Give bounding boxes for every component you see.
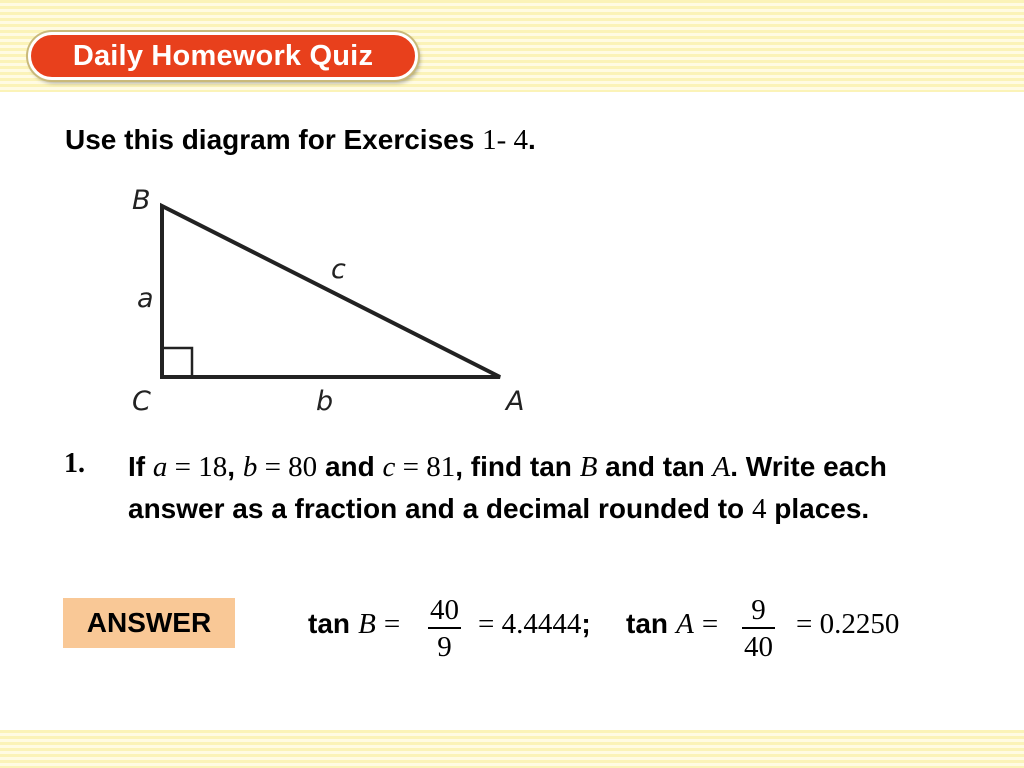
exercise-number: 1.	[64, 448, 85, 479]
intro-text: Use this diagram for Exercises	[65, 124, 475, 155]
decimal-2-expression	[796, 608, 899, 641]
fraction-1-bar	[428, 627, 461, 629]
fraction-2-denominator: 40	[744, 631, 773, 663]
vertex-a-label: A	[506, 386, 525, 417]
answer-label: ANSWER	[86, 607, 212, 638]
tan-b-expression	[308, 608, 400, 641]
side-b-label: b	[316, 386, 334, 417]
semicolon: ;	[581, 608, 591, 639]
places-number: 4	[751, 493, 767, 525]
vertex-c-label: C	[132, 386, 151, 417]
tan-word-1: tan	[308, 608, 350, 639]
vertex-b-label: B	[132, 185, 151, 216]
quiz-title: Daily Homework Quiz	[72, 39, 374, 72]
eq-18: = 18	[167, 451, 228, 483]
comma: ,	[227, 451, 236, 482]
var-b: b	[242, 451, 258, 483]
equals-2: =	[701, 608, 719, 640]
decimal-2: = 0.2250	[796, 608, 900, 640]
var-a: a	[152, 451, 168, 483]
var-c: c	[382, 451, 396, 483]
fraction-2-bar	[742, 627, 775, 629]
right-angle-marker	[162, 348, 192, 377]
decimal-1: = 4.4444	[478, 608, 582, 640]
equals-1: =	[383, 608, 401, 640]
fraction-2-numerator: 9	[751, 594, 766, 626]
fraction-1-denominator: 9	[437, 631, 452, 663]
fraction-1-numerator: 40	[430, 594, 459, 626]
places-text: places.	[766, 493, 870, 524]
triangle-outline	[162, 206, 500, 377]
exercise-text	[128, 446, 988, 530]
eq-80: = 80	[257, 451, 318, 483]
if-word: If	[128, 451, 146, 482]
and-word: and	[317, 451, 383, 482]
fraction-9-40	[742, 594, 775, 663]
write-text: . Write each answer as a fraction and a decimal rounded to	[128, 451, 887, 524]
var-B: B	[579, 451, 598, 483]
side-a-label: a	[137, 283, 154, 314]
tan-a-expression	[626, 608, 718, 641]
var-b-answer: B	[358, 608, 376, 640]
tan-word-2: tan	[626, 608, 668, 639]
and-tan-text: and tan	[597, 451, 713, 482]
var-a-answer: A	[676, 608, 694, 640]
answer-label-box	[63, 598, 235, 648]
eq-81: = 81	[395, 451, 456, 483]
fraction-40-9	[428, 594, 461, 663]
find-tan-text: , find tan	[455, 451, 580, 482]
intro-period: .	[528, 124, 536, 155]
side-c-label: c	[331, 254, 346, 285]
exercise-range: 1- 4	[482, 124, 528, 156]
var-A: A	[712, 451, 731, 483]
decimal-1-expression	[478, 608, 591, 641]
